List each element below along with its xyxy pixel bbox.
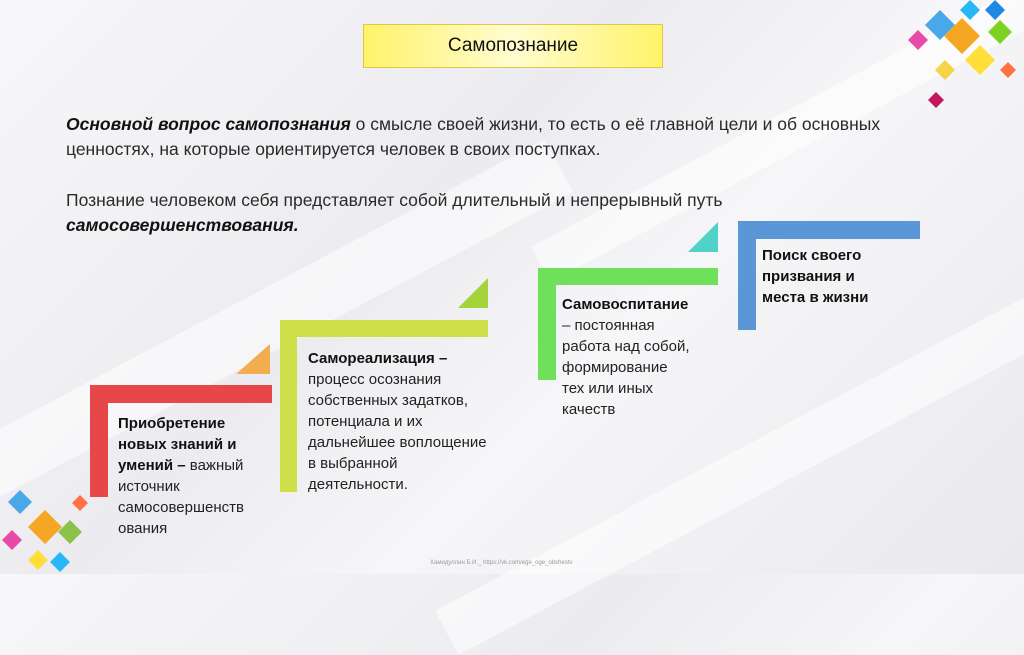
step-text-line: самосовершенств [118,499,244,516]
step-title-line: Самореализация – [308,350,448,367]
step-title-line: Поиск своего [762,247,862,264]
emphasis-term: самосовершенствования. [66,215,299,235]
step-arrow-orange [236,344,270,374]
step-arrow-teal [688,222,718,252]
paragraph-line: ценностях, на которые ориентируется человек в своих поступках. [66,139,601,159]
step-text-line: ования [118,520,168,537]
step-arrow-lime [458,278,488,308]
step-text-line: в выбранной [308,455,398,472]
step-text-line: источник [118,478,180,495]
paragraph-line: Познание человеком себя представляет собой длительный и непрерывный путь [66,190,723,210]
step-title-line: умений – [118,457,186,474]
step-text-line: потенциала и их [308,413,423,430]
step-self-realization [308,348,487,495]
footer-credit: Хамидуллин Б.И._ https://vk.com/ege_oge_obshestv [430,560,573,566]
step-text-line: тех или иных [562,380,654,397]
step-text-line: работа над собой, [562,338,690,355]
step-title-line: места в жизни [762,289,869,306]
step-text-line: собственных задатков, [308,392,469,409]
paragraph-text: о смысле своей жизни, то есть о её главной цели и об основных [350,114,881,134]
step-self-education [562,294,690,420]
step-text-line: процесс осознания [308,371,442,388]
step-text-line [118,455,244,476]
step-finding-calling [762,245,868,308]
step-title-line: Самовоспитание [562,296,689,313]
step-text-line: дальнейшее воплощение [308,434,487,451]
emphasis-term: Основной вопрос самопознания [66,114,351,134]
step-acquiring-knowledge [118,413,244,539]
step-text: важный [185,457,244,474]
step-title-line: призвания и [762,268,855,285]
step-text-line: деятельности. [308,476,408,493]
step-text-line: – постоянная [562,317,655,334]
step-title-line: Приобретение [118,415,226,432]
step-title-line: новых знаний и [118,436,237,453]
slide-title-text: Самопознание [447,35,579,56]
step-text-line: качеств [562,401,616,418]
step-text-line: формирование [562,359,668,376]
